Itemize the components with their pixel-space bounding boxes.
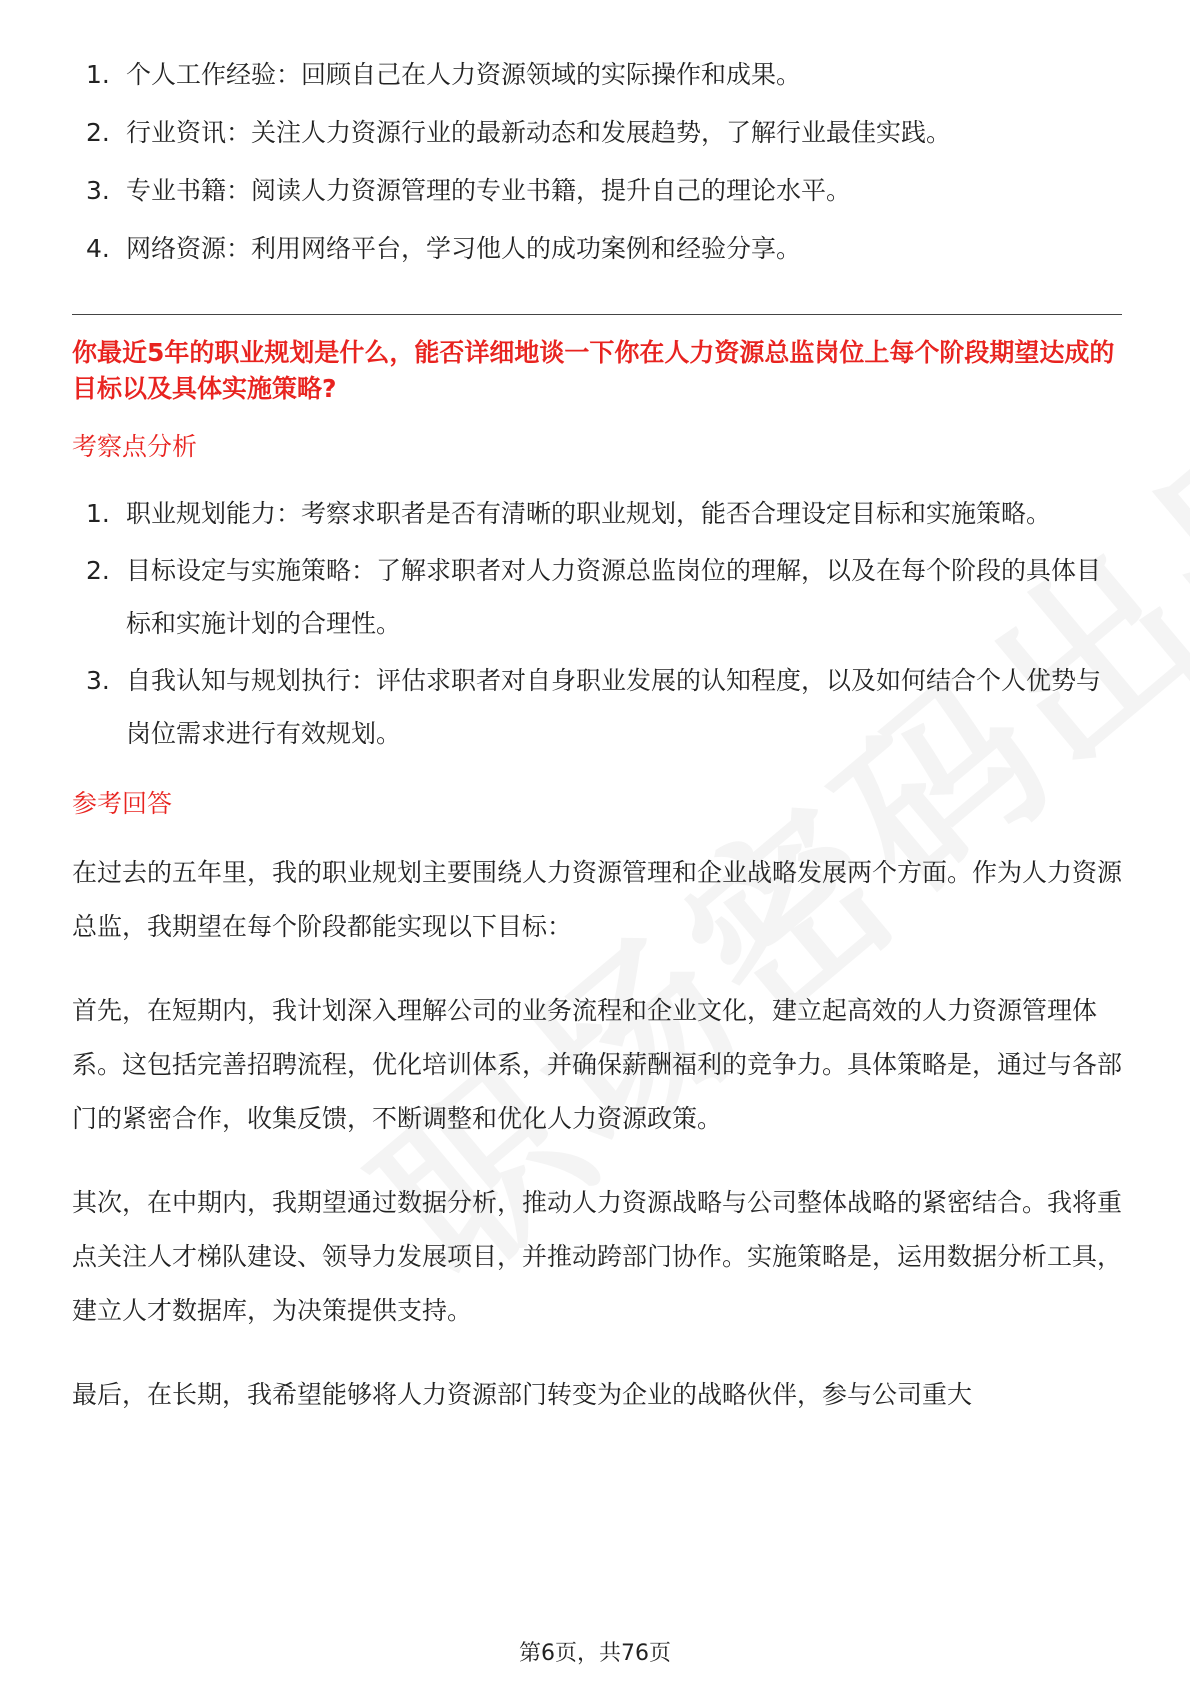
interview-question: 你最近5年的职业规划是什么，能否详细地谈一下你在人力资源总监岗位上每个阶段期望达成的目标以及具体实施策略? xyxy=(72,338,1115,403)
list-text: 自我认知与规划执行：评估求职者对自身职业发展的认知程度，以及如何结合个人优势与岗位需求进行有效规划。 xyxy=(126,666,1102,748)
list-text: 行业资讯：关注人力资源行业的最新动态和发展趋势，了解行业最佳实践。 xyxy=(126,118,952,147)
answer-paragraph: 最后，在长期，我希望能够将人力资源部门转变为企业的战略伙伴，参与公司重大 xyxy=(72,1380,973,1409)
answer-paragraph: 在过去的五年里，我的职业规划主要围绕人力资源管理和企业战略发展两个方面。作为人力资源总监，我期望在每个阶段都能实现以下目标： xyxy=(72,858,1123,941)
list-item xyxy=(72,654,1122,760)
list-item xyxy=(72,162,1122,220)
analysis-list xyxy=(72,487,1122,760)
answer-heading: 参考回答 xyxy=(72,789,173,818)
list-text: 个人工作经验：回顾自己在人力资源领域的实际操作和成果。 xyxy=(126,60,802,89)
answer-paragraph: 首先，在短期内，我计划深入理解公司的业务流程和企业文化，建立起高效的人力资源管理体系。这包括完善招聘流程，优化培训体系，并确保薪酬福利的竞争力。具体策略是，通过与各部门的紧密合作，收集反馈，不断调整和优化人力资源政策。 xyxy=(72,996,1123,1133)
list-item xyxy=(72,104,1122,162)
list-item xyxy=(72,220,1122,278)
answer-paragraph: 其次，在中期内，我期望通过数据分析，推动人力资源战略与公司整体战略的紧密结合。我将重点关注人才梯队建设、领导力发展项目，并推动跨部门协作。实施策略是，运用数据分析工具，建立人才数据库，为决策提供支持。 xyxy=(72,1188,1123,1325)
list-number: 2. xyxy=(86,556,110,585)
section-divider xyxy=(72,314,1122,315)
list-item xyxy=(72,544,1122,650)
list-item xyxy=(72,46,1122,104)
list-text: 职业规划能力：考察求职者是否有清晰的职业规划，能否合理设定目标和实施策略。 xyxy=(126,499,1052,528)
list-text: 网络资源：利用网络平台，学习他人的成功案例和经验分享。 xyxy=(126,234,802,263)
list-item xyxy=(72,487,1122,540)
list-text: 目标设定与实施策略：了解求职者对人力资源总监岗位的理解，以及在每个阶段的具体目标和实施计划的合理性。 xyxy=(126,556,1102,638)
list-number: 3. xyxy=(86,176,110,205)
source-list xyxy=(72,46,1122,278)
analysis-heading: 考察点分析 xyxy=(72,432,198,461)
page-number: 第6页，共76页 xyxy=(519,1641,671,1666)
list-number: 4. xyxy=(86,234,110,263)
list-number: 1. xyxy=(86,60,110,89)
list-number: 2. xyxy=(86,118,110,147)
page-content xyxy=(72,46,1122,1422)
list-number: 3. xyxy=(86,666,110,695)
list-number: 1. xyxy=(86,499,110,528)
list-text: 专业书籍：阅读人力资源管理的专业书籍，提升自己的理论水平。 xyxy=(126,176,852,205)
